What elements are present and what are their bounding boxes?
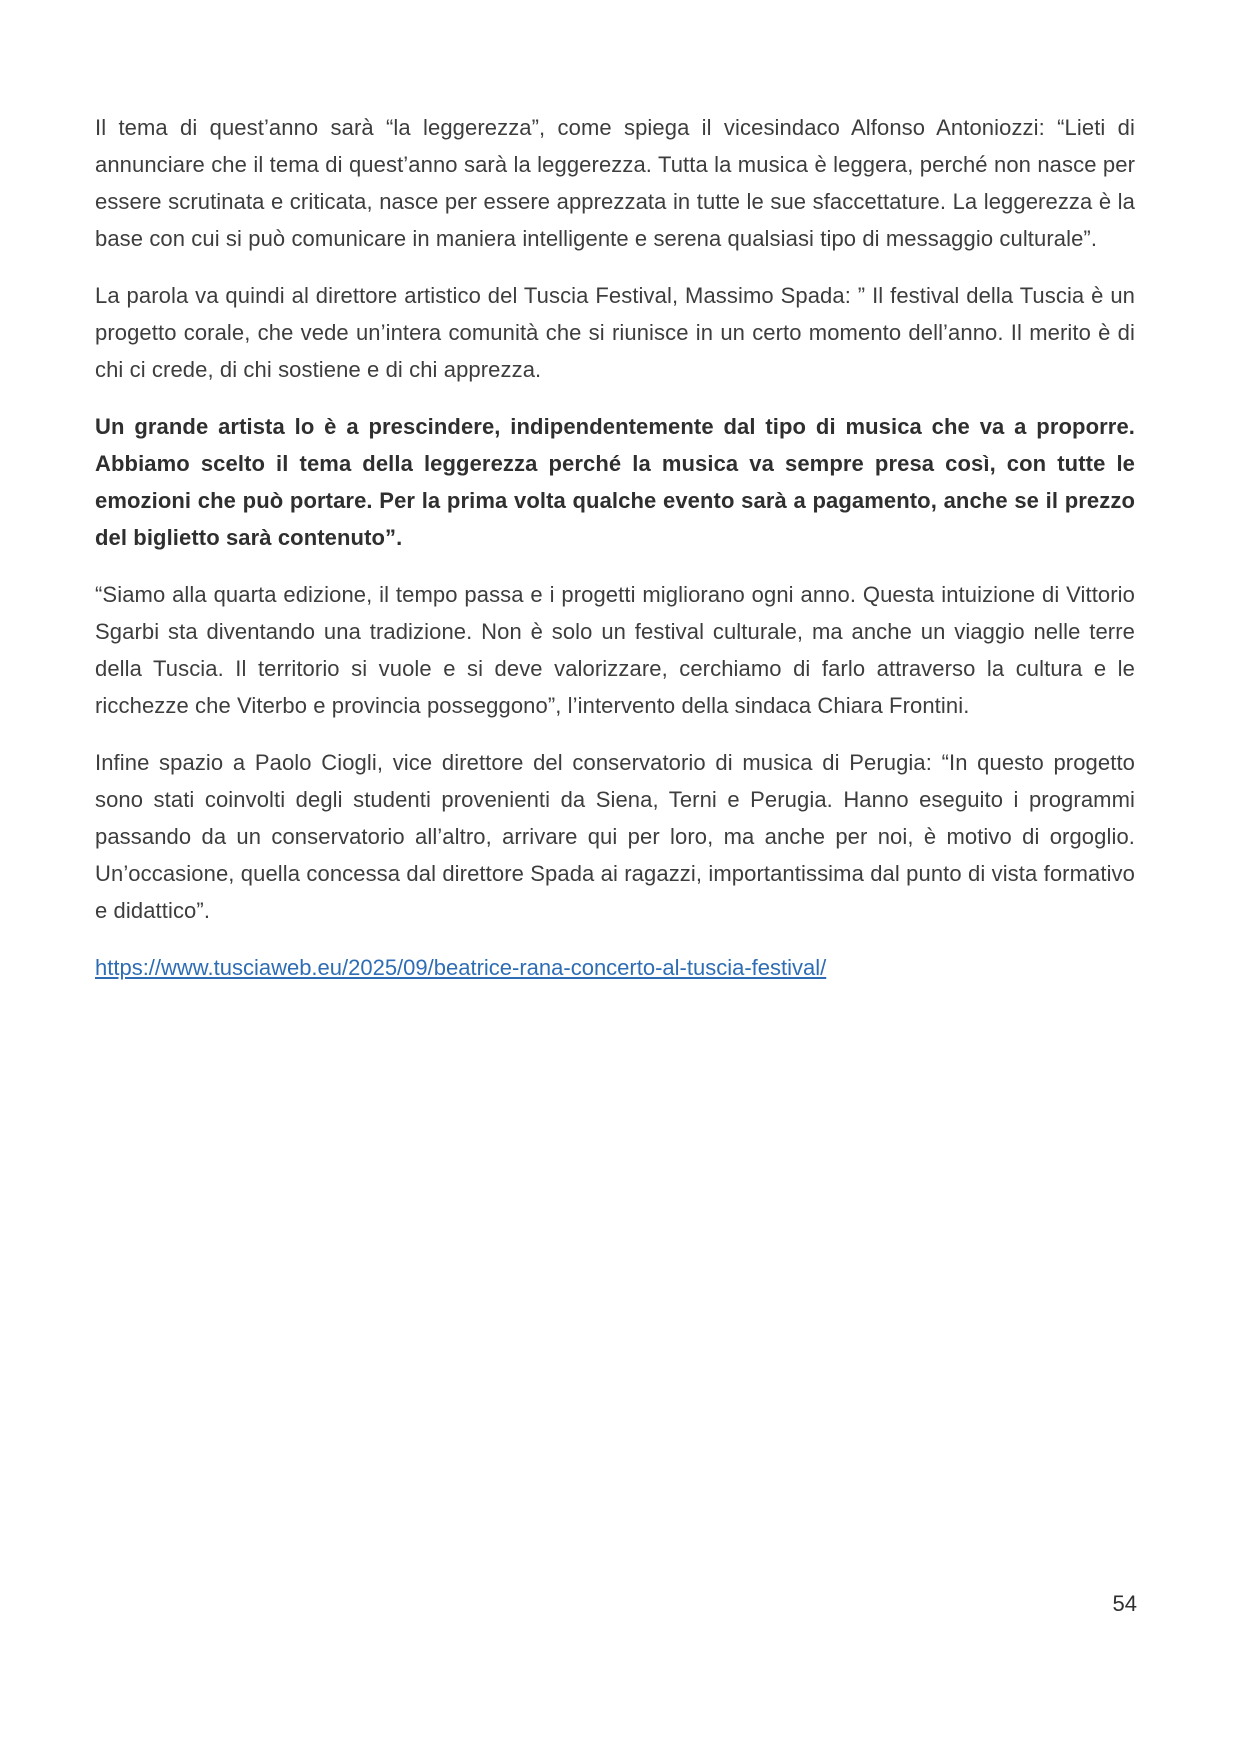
paragraph-massimo-spada-quote: La parola va quindi al direttore artistico del Tuscia Festival, Massimo Spada: ” Il festival della Tuscia è un progetto corale, che vede un’intera comunità che si riunisce in un certo momento dell’anno. Il merito è di chi ci crede, di chi sostiene e di chi apprezza. bbox=[95, 283, 1135, 382]
paragraph-theme-announcement: Il tema di quest’anno sarà “la leggerezza”, come spiega il vicesindaco Alfonso Antoniozzi: “Lieti di annunciare che il tema di quest’anno sarà la leggerezza. Tutta la musica è leggera, perché non nasce per essere scrutinata e criticata, nasce per essere apprezzata in tutte le sue sfaccettature. La leggerezza è la base con cui si può comunicare in maniera intelligente e serena qualsiasi tipo di messaggio culturale”. bbox=[95, 115, 1135, 251]
article-source-link[interactable]: https://www.tusciaweb.eu/2025/09/beatrice-rana-concerto-al-tuscia-festival/ bbox=[95, 955, 827, 980]
page-number: 54 bbox=[1112, 1591, 1137, 1616]
paragraph-paolo-ciogli-quote: Infine spazio a Paolo Ciogli, vice direttore del conservatorio di musica di Perugia: “In questo progetto sono stati coinvolti degli studenti provenienti da Siena, Terni e Perugia. Hanno eseguito i programmi passando da un conservatorio all’altro, arrivare qui per loro, ma anche per noi, è motivo di orgoglio. Un’occasione, quella concessa dal direttore Spada ai ragazzi, importantissima dal punto di vista formativo e didattico”. bbox=[95, 750, 1135, 923]
paragraph-chiara-frontini-quote: “Siamo alla quarta edizione, il tempo passa e i progetti migliorano ogni anno. Questa intuizione di Vittorio Sgarbi sta diventando una tradizione. Non è solo un festival culturale, ma anche un viaggio nelle terre della Tuscia. Il territorio si vuole e si deve valorizzare, cerchiamo di farlo attraverso la cultura e le ricchezze che Viterbo e provincia posseggono”, l’intervento della sindaca Chiara Frontini. bbox=[95, 582, 1135, 718]
paragraph-bold-quote: Un grande artista lo è a prescindere, indipendentemente dal tipo di musica che va a proporre. Abbiamo scelto il tema della leggerezza perché la musica va sempre presa così, con tutte le emozioni che può portare. Per la prima volta qualche evento sarà a pagamento, anche se il prezzo del biglietto sarà contenuto”. bbox=[95, 414, 1135, 550]
page-content bbox=[95, 109, 1135, 986]
